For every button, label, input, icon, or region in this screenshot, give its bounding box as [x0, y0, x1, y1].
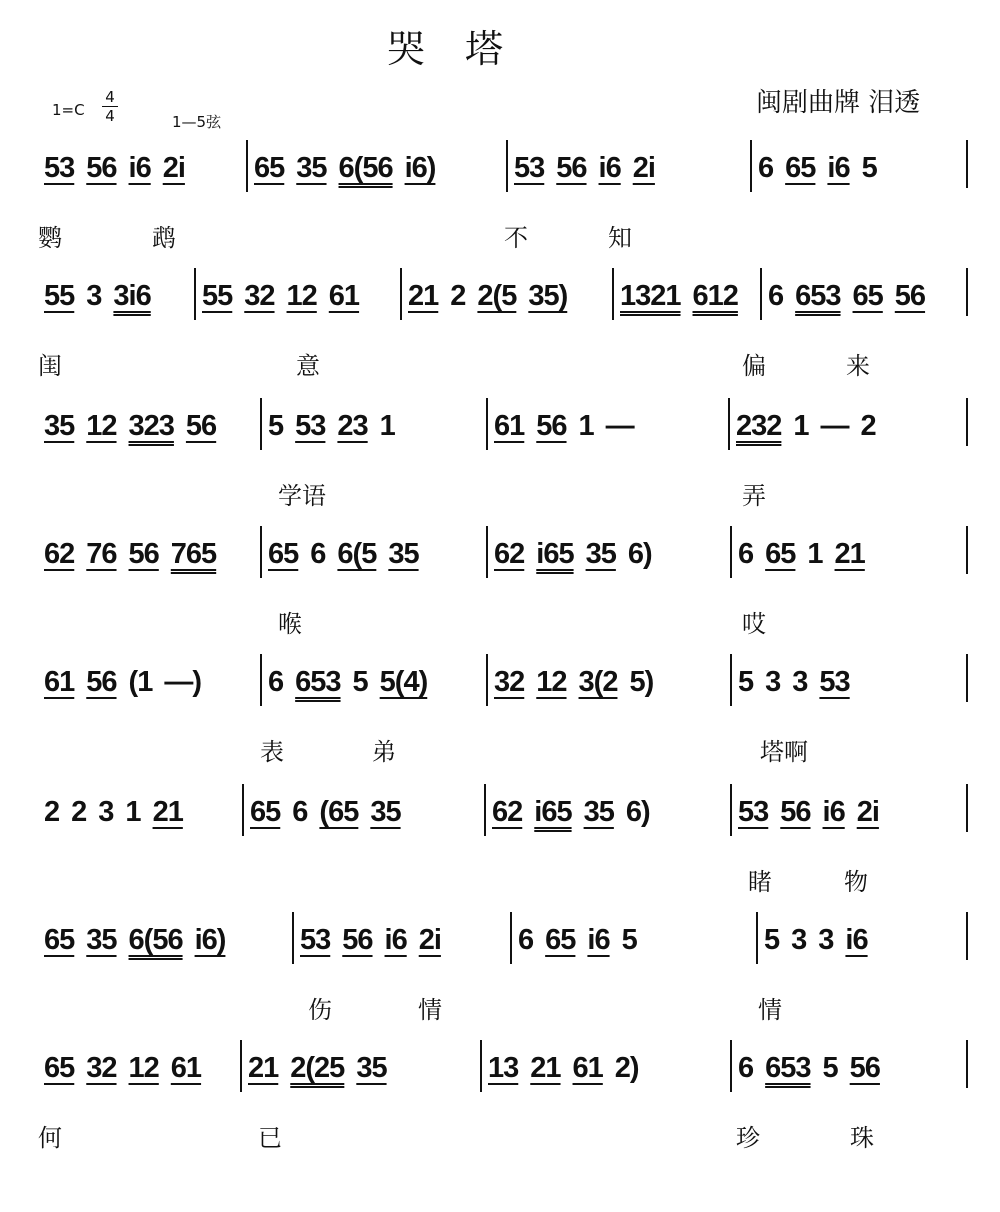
note-group: 35 [44, 410, 75, 442]
notation-system [38, 526, 970, 646]
lyric-word: 知 [608, 224, 632, 252]
measure [750, 140, 889, 192]
note-group: 3i6 [113, 280, 151, 312]
note-group: 32 [494, 666, 525, 698]
time-signature [102, 88, 118, 125]
note-group: 65 [254, 152, 285, 184]
note-group: 2i [856, 796, 879, 828]
note-group: 23 [337, 410, 368, 442]
note-group: 53 [300, 924, 331, 956]
note-group: 65 [44, 1052, 75, 1084]
note-group: (65 [319, 796, 359, 828]
note-group: 2i [418, 924, 441, 956]
notation-staff [38, 654, 970, 706]
note-group: 65 [785, 152, 816, 184]
note-group: 32 [244, 280, 275, 312]
note-group: 62 [44, 538, 75, 570]
note-group: 3 [86, 280, 102, 312]
note-group: i65 [536, 538, 574, 570]
note-group: 56 [849, 1052, 880, 1084]
note-group: 5 [352, 666, 368, 698]
measure [246, 140, 447, 192]
note-group: 3 [818, 924, 834, 956]
note-group: i6 [845, 924, 868, 956]
notation-staff [38, 912, 970, 964]
note-group: 5 [861, 152, 877, 184]
note-group: 5 [268, 410, 284, 442]
measure [760, 268, 937, 320]
note-group: 653 [795, 280, 841, 312]
note-group: 62 [492, 796, 523, 828]
note-group: 6 [758, 152, 774, 184]
string-range: 1—5弦 [172, 113, 222, 131]
notation-staff [38, 1040, 970, 1092]
measure [480, 1040, 651, 1092]
note-group: 323 [128, 410, 174, 442]
lyric-word: 来 [846, 352, 870, 380]
end-barline [966, 398, 968, 446]
end-barline [966, 784, 968, 832]
measure [38, 398, 228, 450]
note-group: 35 [583, 796, 614, 828]
end-barline [966, 268, 968, 316]
note-group: 55 [44, 280, 75, 312]
note-group: 6 [268, 666, 284, 698]
lyric-word: 弄 [742, 482, 766, 510]
lyric-word: 珠 [850, 1124, 874, 1152]
note-group: 35 [356, 1052, 387, 1084]
measure [486, 398, 646, 450]
note-group: 2i [632, 152, 655, 184]
end-barline [966, 912, 968, 960]
note-group: 3 [791, 924, 807, 956]
note-group: 6 [738, 1052, 754, 1084]
lyric-word: 闺 [38, 352, 62, 380]
notation-staff [38, 398, 970, 450]
note-group: 61 [572, 1052, 603, 1084]
lyrics-line [38, 990, 970, 1024]
lyric-word: 喉 [278, 610, 302, 638]
note-group: 1321 [620, 280, 681, 312]
note-group: 6(5 [337, 538, 377, 570]
notation-system [38, 912, 970, 1032]
note-group: 21 [530, 1052, 561, 1084]
note-group: 56 [128, 538, 159, 570]
lyric-word: 睹 [748, 868, 772, 896]
note-group: i65 [534, 796, 572, 828]
note-group: i6 [587, 924, 610, 956]
note-group: 21 [834, 538, 865, 570]
notation-system [38, 784, 970, 904]
note-group: 61 [328, 280, 360, 312]
notation-staff [38, 140, 970, 192]
meter-bottom: 4 [105, 107, 115, 125]
lyric-word: 已 [258, 1124, 282, 1152]
note-group: 56 [536, 410, 567, 442]
note-group: 232 [736, 410, 782, 442]
note-group: 53 [44, 152, 75, 184]
measure [260, 654, 439, 706]
measure [730, 1040, 892, 1092]
note-group: 6 [292, 796, 308, 828]
note-group: — [605, 410, 634, 442]
lyrics-line [38, 732, 970, 766]
measure [240, 1040, 399, 1092]
end-barline [966, 654, 968, 702]
note-group: 61 [494, 410, 525, 442]
measure [260, 526, 431, 578]
note-group: 12 [286, 280, 317, 312]
lyric-word: 何 [38, 1124, 62, 1152]
lyric-word: 鹉 [152, 224, 176, 252]
note-group: 612 [692, 280, 738, 312]
note-group: 5) [629, 666, 654, 698]
lyric-word: 不 [504, 224, 528, 252]
end-barline [966, 140, 968, 188]
notation-system [38, 654, 970, 774]
note-group: 65 [268, 538, 299, 570]
note-group: 61 [44, 666, 75, 698]
end-barline [966, 1040, 968, 1088]
note-group: 56 [342, 924, 373, 956]
measure [260, 398, 407, 450]
measure [730, 526, 877, 578]
note-group: 61 [170, 1052, 202, 1084]
measure [242, 784, 413, 836]
lyric-word: 情 [418, 996, 442, 1024]
note-group: 5 [822, 1052, 838, 1084]
note-group: 56 [894, 280, 926, 312]
note-group: 35 [388, 538, 419, 570]
note-group: i6) [404, 152, 436, 184]
note-group: 56 [185, 410, 217, 442]
note-group: 53 [819, 666, 850, 698]
note-group: 32 [86, 1052, 117, 1084]
note-group: 2i [162, 152, 185, 184]
notation-system [38, 140, 970, 260]
note-group: 35 [585, 538, 616, 570]
note-group: 12 [86, 410, 117, 442]
end-barline [966, 526, 968, 574]
note-group: i6 [128, 152, 151, 184]
measure [510, 912, 649, 964]
note-group: 5(4) [379, 666, 428, 698]
measure [728, 398, 888, 450]
notation-system [38, 1040, 970, 1160]
measure [484, 784, 662, 836]
note-group: 1 [793, 410, 809, 442]
lyric-word: 表 [260, 738, 284, 766]
measure [756, 912, 880, 964]
lyrics-line [38, 862, 970, 896]
note-group: 35 [296, 152, 327, 184]
note-group: 53 [295, 410, 326, 442]
note-group: i6 [827, 152, 850, 184]
note-group: 65 [852, 280, 883, 312]
lyric-word: 物 [844, 868, 868, 896]
measure [612, 268, 750, 320]
note-group: 3(2 [578, 666, 618, 698]
note-group: 56 [780, 796, 811, 828]
note-group: 653 [295, 666, 341, 698]
measure [38, 526, 228, 578]
measure [38, 654, 213, 706]
note-group: i6) [194, 924, 226, 956]
measure [486, 654, 665, 706]
lyrics-line [38, 1118, 970, 1152]
notation-system [38, 398, 970, 518]
note-group: 1 [578, 410, 594, 442]
note-group: 6) [625, 796, 650, 828]
note-group: 2 [860, 410, 876, 442]
measure [730, 654, 862, 706]
note-group: 3 [792, 666, 808, 698]
note-group: 53 [738, 796, 769, 828]
measure [400, 268, 579, 320]
note-group: 21 [152, 796, 183, 828]
notation-system [38, 268, 970, 388]
note-group: 62 [494, 538, 525, 570]
note-group: 6(56 [338, 152, 393, 184]
note-group: 6 [310, 538, 326, 570]
note-group: 6 [518, 924, 534, 956]
note-group: 56 [86, 152, 117, 184]
lyrics-line [38, 218, 970, 252]
notation-staff [38, 268, 970, 320]
note-group: 5 [621, 924, 637, 956]
measure [38, 784, 195, 836]
note-group: i6 [598, 152, 621, 184]
note-group: i6 [384, 924, 407, 956]
note-group: 2 [44, 796, 60, 828]
note-group: 6(56 [128, 924, 183, 956]
note-group: (1 [128, 666, 153, 698]
note-group: 6) [627, 538, 652, 570]
measure [38, 1040, 213, 1092]
note-group: 21 [248, 1052, 279, 1084]
lyric-word: 鹦 [38, 224, 62, 252]
measure [506, 140, 667, 192]
lyric-word: 弟 [372, 738, 396, 766]
note-group: 1 [379, 410, 395, 442]
lyric-word: 哎 [742, 610, 766, 638]
note-group: 2 [71, 796, 87, 828]
measure [38, 912, 237, 964]
note-group: 35 [86, 924, 117, 956]
meter-top: 4 [102, 88, 118, 107]
note-group: 65 [545, 924, 576, 956]
lyric-word: 意 [296, 352, 320, 380]
note-group: — [820, 410, 849, 442]
note-group: 65 [44, 924, 75, 956]
notation-staff [38, 784, 970, 836]
note-group: 56 [556, 152, 587, 184]
lyrics-line [38, 476, 970, 510]
lyrics-line [38, 604, 970, 638]
note-group: 1 [807, 538, 823, 570]
lyrics-line [38, 346, 970, 380]
note-group: 2 [450, 280, 466, 312]
note-group: 653 [765, 1052, 811, 1084]
measure [730, 784, 891, 836]
note-group: 5 [764, 924, 780, 956]
note-group: i6 [822, 796, 845, 828]
lyric-word: 偏 [742, 352, 766, 380]
note-group: 12 [128, 1052, 159, 1084]
note-group: 76 [86, 538, 117, 570]
note-group: 1 [125, 796, 141, 828]
lyric-word: 情 [758, 996, 782, 1024]
measure [292, 912, 453, 964]
lyric-word: 塔啊 [760, 738, 808, 766]
note-group: 56 [86, 666, 117, 698]
note-group: 765 [170, 538, 217, 570]
note-group: 3 [98, 796, 114, 828]
note-group: 35) [528, 280, 568, 312]
note-group: 2(25 [290, 1052, 345, 1084]
lyric-word: 伤 [308, 996, 332, 1024]
measure [486, 526, 664, 578]
lyric-word: 学语 [278, 482, 326, 510]
note-group: 5 [738, 666, 754, 698]
notation-staff [38, 526, 970, 578]
measure [194, 268, 371, 320]
score-title: 哭塔 [386, 27, 543, 71]
note-group: 2(5 [477, 280, 517, 312]
note-group: 12 [536, 666, 567, 698]
note-group: 6 [738, 538, 754, 570]
note-group: 3 [765, 666, 781, 698]
measure [38, 268, 163, 320]
measure [38, 140, 197, 192]
note-group: —) [164, 666, 201, 698]
source-caption: 闽剧曲牌 泪透 [756, 88, 921, 118]
note-group: 55 [202, 280, 233, 312]
note-group: 35 [370, 796, 401, 828]
note-group: 65 [765, 538, 796, 570]
note-group: 53 [514, 152, 545, 184]
note-group: 21 [408, 280, 439, 312]
note-group: 65 [250, 796, 281, 828]
note-group: 13 [488, 1052, 519, 1084]
key-signature: 1=C [52, 101, 85, 119]
lyric-word: 珍 [736, 1124, 760, 1152]
note-group: 2) [614, 1052, 639, 1084]
note-group: 6 [768, 280, 784, 312]
